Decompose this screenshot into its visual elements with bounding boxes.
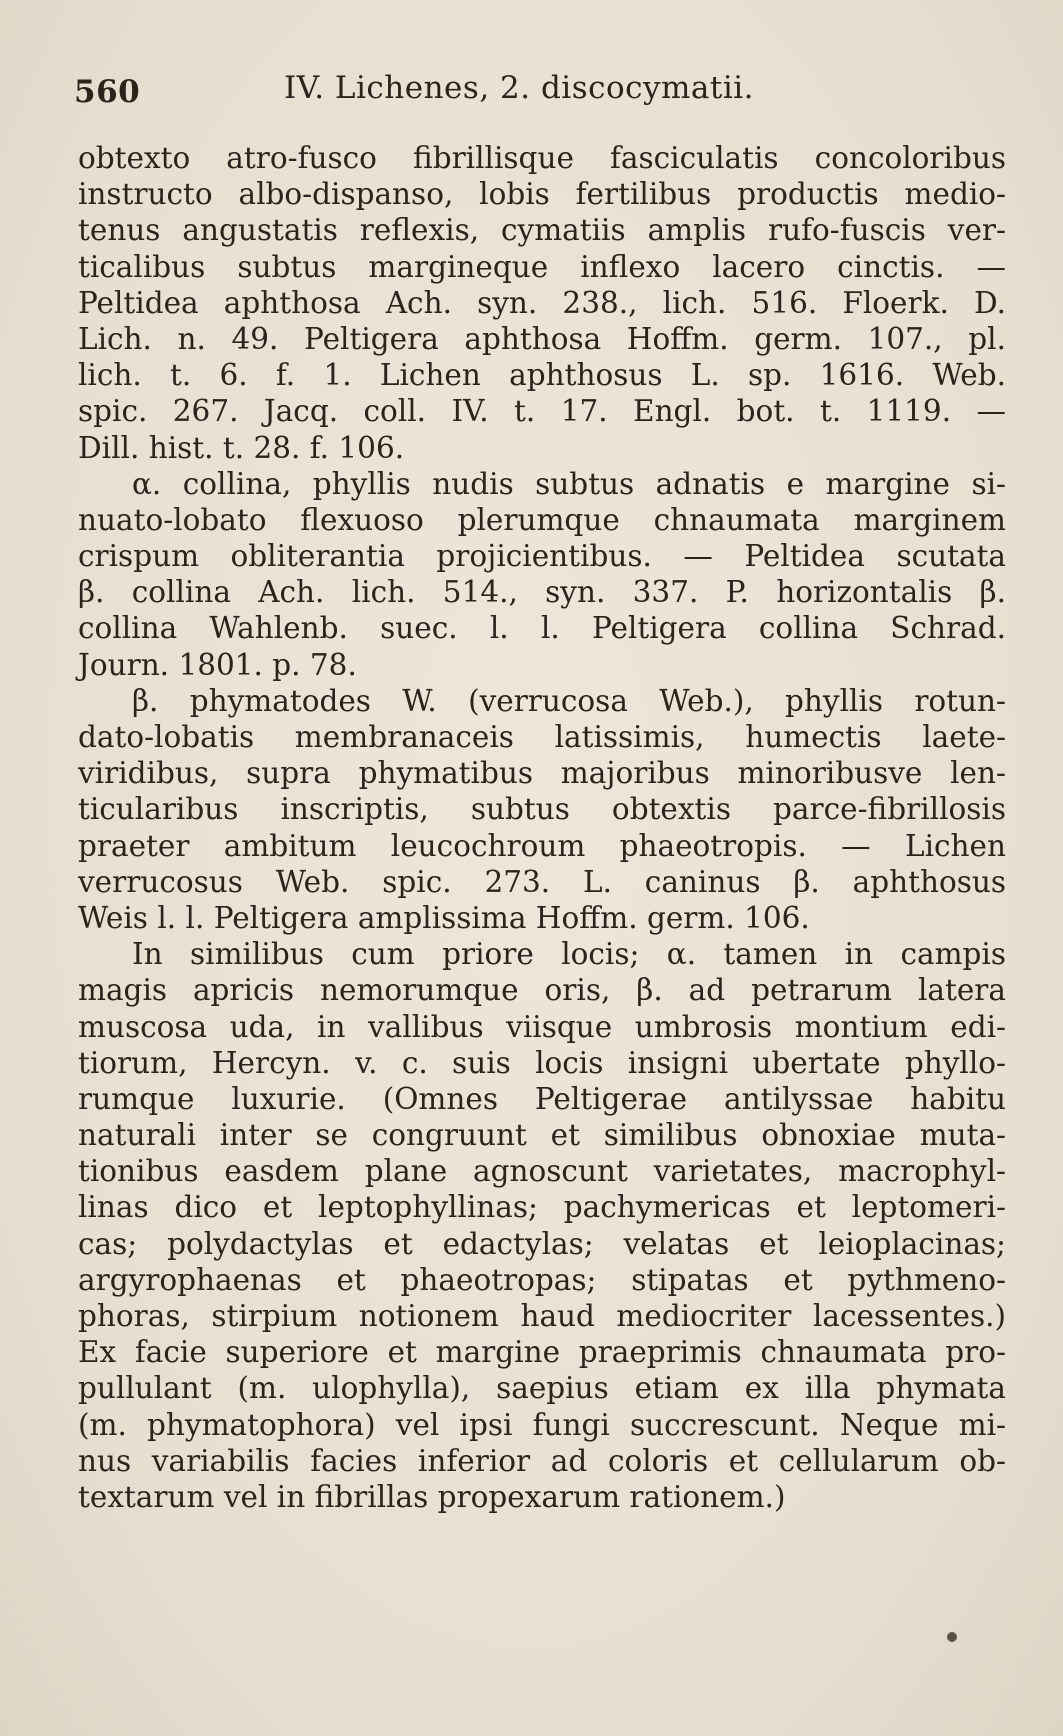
text-line: In similibus cum priore locis; α. tamen in campis	[132, 937, 1006, 972]
text-line: tenus angustatis reflexis, cymatiis amplis rufo-fuscis ver-	[78, 213, 1006, 248]
text-line: magis apricis nemorumque oris, β. ad petrarum latera	[78, 973, 1006, 1008]
text-line: β. collina Ach. lich. 514., syn. 337. P. horizontalis β.	[78, 575, 1006, 610]
text-line: textarum vel in fibrillas propexarum rationem.)	[78, 1479, 786, 1514]
text-line: pullulant (m. ulophylla), saepius etiam ex illa phymata	[78, 1371, 1006, 1406]
text-line: tionibus easdem plane agnoscunt varietates, macrophyl-	[78, 1154, 1006, 1189]
text-line: Lich. n. 49. Peltigera aphthosa Hoffm. germ. 107., pl.	[78, 321, 1006, 356]
text-line: crispum obliterantia projicientibus. — Peltidea scutata	[78, 539, 1006, 574]
text-line: ticularibus inscriptis, subtus obtextis parce-fibrillosis	[78, 792, 1006, 827]
text-line: nuato-lobato flexuoso plerumque chnaumata marginem	[78, 502, 1006, 537]
text-line: β. phymatodes W. (verrucosa Web.), phyllis rotun-	[132, 683, 1006, 718]
page-number: 560	[74, 74, 141, 110]
text-line: collina Wahlenb. suec. l. l. Peltigera collina Schrad.	[78, 611, 1006, 646]
body-text	[78, 140, 1006, 1515]
ink-speck	[947, 1632, 957, 1642]
text-line: (m. phymatophora) vel ipsi fungi succrescunt. Neque mi-	[78, 1407, 1006, 1442]
text-line: viridibus, supra phymatibus majoribus minoribusve len-	[78, 756, 1006, 791]
text-line: nus variabilis facies inferior ad coloris et cellularum ob-	[78, 1443, 1006, 1478]
text-line: α. collina, phyllis nudis subtus adnatis e margine si-	[132, 466, 1006, 501]
page-header	[74, 70, 1003, 116]
text-line: spic. 267. Jacq. coll. IV. t. 17. Engl. bot. t. 1119. —	[78, 394, 1006, 429]
text-line: Journ. 1801. p. 78.	[78, 647, 357, 682]
text-line: cas; polydactylas et edactylas; velatas et leioplacinas;	[78, 1226, 1006, 1261]
text-line: verrucosus Web. spic. 273. L. caninus β. aphthosus	[78, 864, 1006, 899]
text-line: obtexto atro-fusco fibrillisque fasciculatis concoloribus	[78, 141, 1006, 175]
text-line: ticalibus subtus margineque inflexo lacero cinctis. —	[78, 249, 1006, 284]
text-line: linas dico et leptophyllinas; pachymericas et leptomeri-	[78, 1190, 1006, 1225]
text-line: praeter ambitum leucochroum phaeotropis. — Lichen	[78, 828, 1006, 863]
text-line: muscosa uda, in vallibus viisque umbrosis montium edi-	[78, 1009, 1006, 1044]
text-line: rumque luxurie. (Omnes Peltigerae antilyssae habitu	[78, 1081, 1006, 1116]
text-line: lich. t. 6. f. 1. Lichen aphthosus L. sp. 1616. Web.	[78, 358, 1006, 393]
text-line: Peltidea aphthosa Ach. syn. 238., lich. 516. Floerk. D.	[78, 285, 1006, 320]
text-line: Dill. hist. t. 28. f. 106.	[78, 430, 405, 465]
running-head: IV. Lichenes, 2. discocymatii.	[284, 70, 755, 106]
text-line: dato-lobatis membranaceis latissimis, humectis laete-	[78, 720, 1006, 754]
text-line: naturali inter se congruunt et similibus obnoxiae muta-	[78, 1118, 1006, 1153]
text-line: instructo albo-dispanso, lobis fertilibus productis medio-	[78, 177, 1006, 212]
text-line: tiorum, Hercyn. v. c. suis locis insigni ubertate phyllo-	[78, 1045, 1006, 1080]
text-line: Ex facie superiore et margine praeprimis chnaumata pro-	[78, 1335, 1006, 1370]
text-line: phoras, stirpium notionem haud mediocriter lacessentes.)	[78, 1299, 1006, 1333]
text-line: argyrophaenas et phaeotropas; stipatas et pythmeno-	[78, 1262, 1006, 1297]
text-line: Weis l. l. Peltigera amplissima Hoffm. germ. 106.	[78, 900, 810, 935]
